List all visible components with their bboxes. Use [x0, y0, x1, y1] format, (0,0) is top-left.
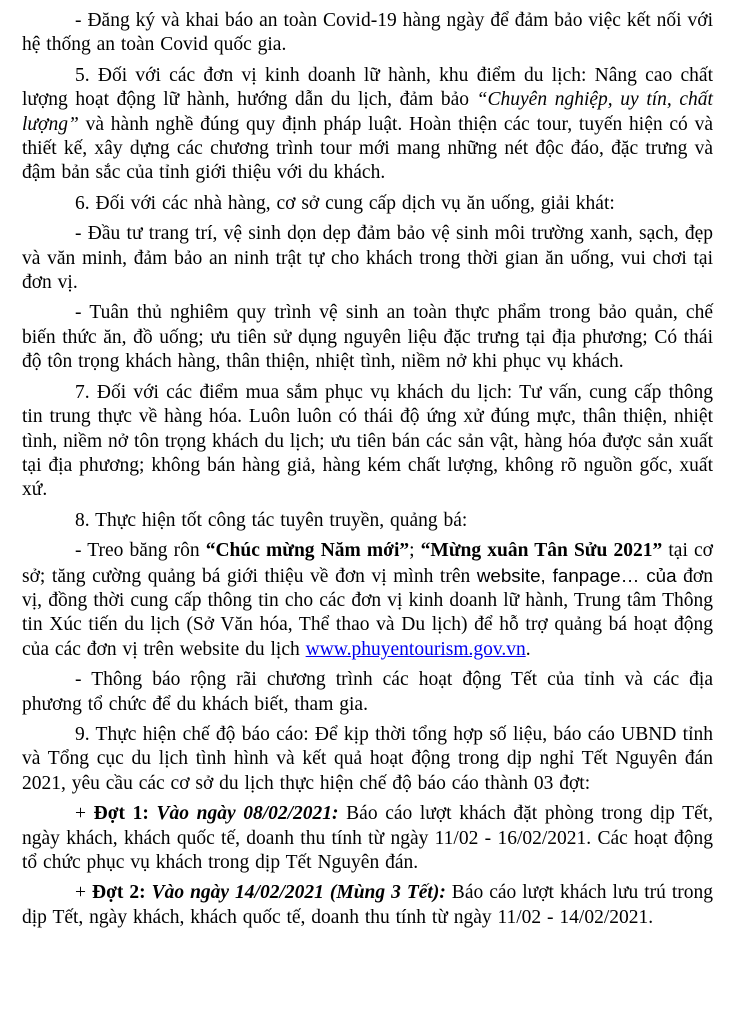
- text-segment: Báo cáo lượt khách lưu trú trong dịp Tết, ngày khách, khách quốc tế, doanh thu tính từ ngày 11/02 - 14/02/2021.: [22, 882, 714, 928]
- text-segment: 9. Thực hiện chế độ báo cáo: Để kịp thời tổng hợp số liệu, báo cáo UBND tỉnh và Tổng cục du lịch tình hình và kết quả hoạt động trong dịp nghỉ Tết Nguyên đán 2021, yêu cầu các cơ sở du lịch thực hiện chế độ báo cáo thành 03 đợt:: [22, 723, 713, 794]
- text-segment: “Chúc mừng Năm mới”: [205, 540, 410, 562]
- para-report-phase-1: [22, 802, 713, 875]
- text-segment: “Chuyên nghiệp, uy tín, chất lượng”: [22, 89, 713, 135]
- text-segment: +: [75, 803, 94, 825]
- text-segment: đơn vị, đồng thời cung cấp thông tin cho các đơn vị kinh doanh lữ hành, Trung tâm Thông tin Xúc tiến du lịch (Sở Văn hóa, Thể thao và Du lịch) để hỗ trợ quảng bá hoạt động của các đơn vị trên website du lịch: [22, 565, 713, 660]
- text-segment: +: [75, 882, 92, 904]
- text-segment: - Treo băng rôn: [75, 540, 206, 562]
- para-item-6-restaurants: [22, 192, 713, 216]
- para-report-phase-2: [22, 881, 713, 930]
- text-segment: Báo cáo lượt khách đặt phòng trong dịp Tết, ngày khách, khách quốc tế, doanh thu tính từ ngày 11/02 - 16/02/2021. Các hoạt động tổ chức phục vụ khách trong dịp Tết Nguyên đán.: [22, 803, 714, 873]
- text-segment: 6. Đối với các nhà hàng, cơ sở cung cấp dịch vụ ăn uống, giải khát:: [75, 192, 615, 214]
- document-body: [22, 9, 713, 930]
- website-link[interactable]: www.phuyentourism.gov.vn: [305, 638, 526, 660]
- para-covid-declaration: [22, 9, 713, 58]
- text-segment: 5. Đối với các đơn vị kinh doanh lữ hành, khu điểm du lịch: Nâng cao chất lượng hoạt động lữ hành, hướng dẫn du lịch, đảm bảo: [22, 64, 713, 111]
- text-segment: 7. Đối với các điểm mua sắm phục vụ khách du lịch: Tư vấn, cung cấp thông tin trung thực về hàng hóa. Luôn luôn có thái độ ứng xử đúng mực, thân thiện, nhiệt tình, niềm nở tôn trọng khách du lịch; ưu tiên bán các sản vật, hàng hóa được sản xuất tại địa phương; không bán hàng giả, hàng kém chất lượng, không rõ nguồn gốc, xuất xứ.: [22, 381, 713, 501]
- text-segment: - Thông báo rộng rãi chương trình các hoạt động Tết của tỉnh và các địa phương tổ chức để du khách biết, tham gia.: [22, 669, 713, 715]
- para-item-7-shopping: [22, 381, 713, 503]
- para-item-5-travel-businesses: [22, 64, 713, 186]
- para-item-9-reporting: [22, 723, 713, 796]
- text-segment: - Đăng ký và khai báo an toàn Covid-19 hàng ngày để đảm bảo việc kết nối với hệ thống an toàn Covid quốc gia.: [22, 10, 713, 56]
- text-segment: Đợt 1:: [93, 803, 157, 825]
- text-segment: 8. Thực hiện tốt công tác tuyên truyền, quảng bá:: [75, 509, 468, 531]
- text-segment: và hành nghề đúng quy định pháp luật. Hoàn thiện các tour, tuyến hiện có và thiết kế, xây dựng các chương trình tour mới mang những nét độc đáo, đặc trưng và đậm bản sắc của tỉnh giới thiệu với du khách.: [22, 113, 713, 184]
- text-segment: ;: [409, 540, 421, 562]
- para-tet-activities-announcement: [22, 668, 713, 717]
- text-segment: tại cơ sở; tăng cường quảng bá giới thiệu về đơn vị mình trên: [22, 540, 713, 587]
- para-food-safety: [22, 301, 713, 374]
- text-segment: - Đầu tư trang trí, vệ sinh dọn dẹp đảm bảo vệ sinh môi trường xanh, sạch, đẹp và văn minh, đảm bảo an ninh trật tự cho khách trong thời gian ăn uống, vui chơi tại đơn vị.: [22, 223, 713, 294]
- para-decoration-hygiene: [22, 222, 713, 295]
- text-segment: Vào ngày 14/02/2021 (Mùng 3 Tết):: [151, 882, 446, 904]
- text-segment: Vào ngày 08/02/2021:: [156, 803, 339, 825]
- para-item-8-propaganda: [22, 509, 713, 533]
- text-segment: Đợt 2:: [91, 882, 152, 904]
- text-segment: “Mừng xuân Tân Sửu 2021”: [420, 540, 663, 562]
- text-segment: website, fanpage… của: [476, 564, 677, 586]
- text-segment: .: [525, 638, 531, 660]
- para-banner-promotion: [22, 539, 713, 662]
- text-segment: - Tuân thủ nghiêm quy trình vệ sinh an toàn thực phẩm trong bảo quản, chế biến thức ăn, đồ uống; ưu tiên sử dụng nguyên liệu đặc trưng tại địa phương; Có thái độ tôn trọng khách hàng, thân thiện, nhiệt tình, niềm nở khi phục vụ khách.: [22, 302, 713, 373]
